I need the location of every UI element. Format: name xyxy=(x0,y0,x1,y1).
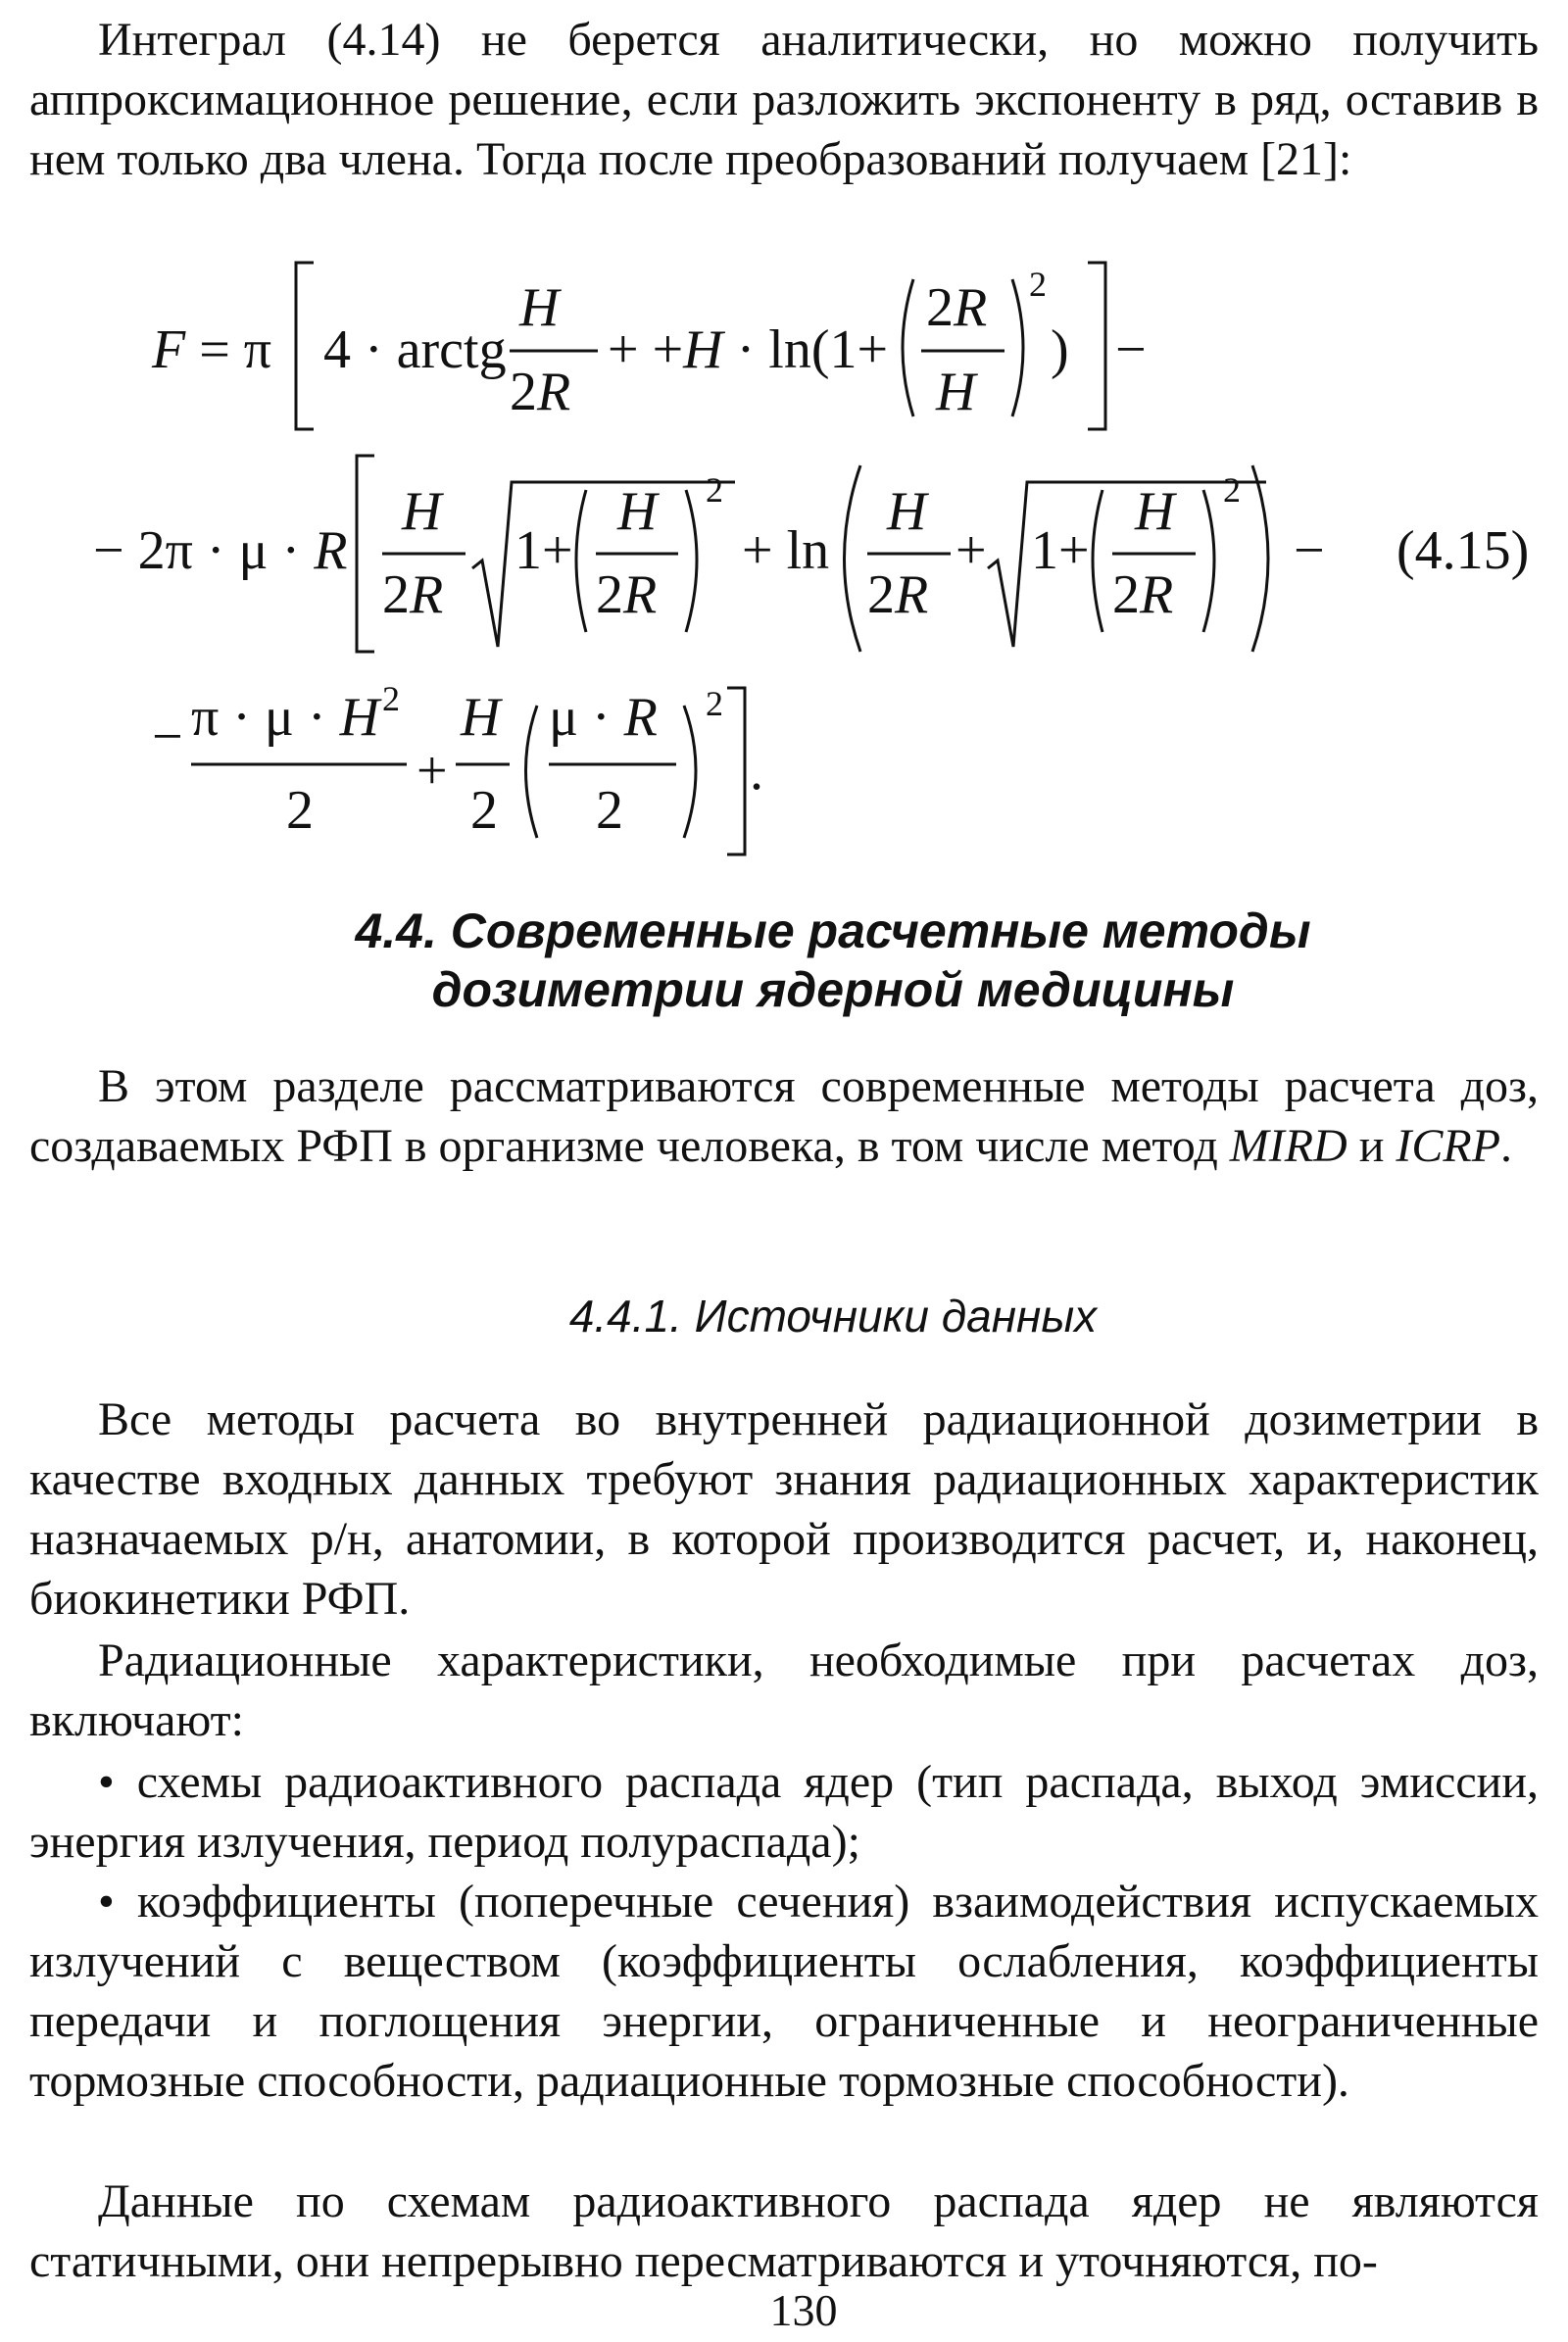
svg-text:F = π: F = π xyxy=(152,319,272,380)
svg-text:2: 2 xyxy=(706,684,723,723)
section-title-line-1: 4.4. Современные расчетные методы xyxy=(355,903,1311,958)
svg-text:4 · arctg: 4 · arctg xyxy=(323,319,507,380)
svg-text:): ) xyxy=(1051,319,1069,380)
svg-text:.: . xyxy=(750,741,763,802)
intro-paragraph xyxy=(29,10,1539,189)
equation-number: (4.15) xyxy=(1396,520,1530,581)
svg-text:2: 2 xyxy=(706,470,723,510)
svg-text:H: H xyxy=(887,481,927,542)
section-intro-end: . xyxy=(1500,1120,1513,1172)
section-intro-and: и xyxy=(1347,1120,1396,1172)
paragraph-1-text: Все методы расчета во внутренней радиационной дозиметрии в качестве входных данных требуют знания радиационных характеристик назначаемых р/н, анатомии, в которой производится расчет, и, наконец, биокинетики РФП. xyxy=(29,1393,1539,1625)
section-title xyxy=(29,902,1568,1019)
svg-text:π · μ · H: π · μ · H xyxy=(191,687,380,748)
page-number: 130 xyxy=(769,2285,838,2335)
svg-text:1+: 1+ xyxy=(514,520,573,581)
svg-text:H: H xyxy=(617,481,658,542)
svg-text:2R: 2R xyxy=(926,277,988,338)
mird-term: MIRD xyxy=(1229,1120,1348,1172)
bullet-item-2 xyxy=(29,1872,1539,2111)
svg-text:2: 2 xyxy=(382,679,400,718)
svg-text:2: 2 xyxy=(596,780,623,841)
svg-text:2R: 2R xyxy=(867,564,929,625)
section-intro-paragraph xyxy=(29,1056,1539,1176)
equation-line-2 xyxy=(93,456,1529,652)
section-intro-text: В этом разделе рассматриваются современные методы расчета доз, создаваемых РФП в организме человека, в том числе метод xyxy=(29,1060,1539,1172)
bullet-item-1 xyxy=(29,1752,1539,1872)
paragraph-3 xyxy=(29,2171,1539,2291)
svg-text:H: H xyxy=(402,481,442,542)
svg-text:2R: 2R xyxy=(596,564,658,625)
paragraph-2-text: Радиационные характеристики, необходимые при расчетах доз, включают: xyxy=(29,1635,1539,1746)
svg-text:H: H xyxy=(1135,481,1175,542)
equation-4-15 xyxy=(29,255,1539,882)
bullet-2-text: коэффициенты (поперечные сечения) взаимодействия испускаемых излучений с веществом (коэффициенты ослабления, коэффициенты передачи и поглощения энергии, ограниченные и неограниченные тормозные способности, радиационные тормозные способности). xyxy=(29,1876,1540,2107)
paragraph-1 xyxy=(29,1390,1539,1629)
equation-line-3 xyxy=(152,679,763,854)
svg-text:2R: 2R xyxy=(1112,564,1174,625)
paragraph-2 xyxy=(29,1631,1539,1750)
intro-paragraph-text: Интеграл (4.14) не берется аналитически, но можно получить аппроксимационное решение, если разложить экспоненту в ряд, оставив в нем только два члена. Тогда после преобразований получаем [21]: xyxy=(29,14,1539,185)
svg-text:H: H xyxy=(519,277,560,338)
svg-text:μ · R: μ · R xyxy=(549,687,658,748)
svg-text:+: + xyxy=(956,520,987,581)
equation-line-1 xyxy=(151,263,1147,429)
svg-text:H: H xyxy=(936,362,976,422)
svg-text:H: H xyxy=(461,687,501,748)
icrp-term: ICRP xyxy=(1396,1120,1501,1172)
document-page xyxy=(29,0,1539,2342)
svg-text:2: 2 xyxy=(286,780,314,841)
paragraph-3-text: Данные по схемам радиоактивного распада ядер не являются статичными, они непрерывно пересматриваются и уточняются, по- xyxy=(29,2175,1539,2287)
svg-text:−: − xyxy=(1294,520,1325,581)
svg-text:2R: 2R xyxy=(510,362,571,422)
svg-text:2: 2 xyxy=(470,780,498,841)
svg-text:2: 2 xyxy=(1029,265,1047,304)
bullet-icon: • xyxy=(98,1876,115,1927)
svg-text:2: 2 xyxy=(1223,470,1241,510)
subsection-title: 4.4.1. Источники данных xyxy=(568,1291,1098,1342)
section-title-line-2: дозиметрии ядерной медицины xyxy=(431,962,1235,1017)
svg-text:+: + xyxy=(416,741,448,802)
bullet-icon: • xyxy=(98,1756,115,1808)
svg-text:+ +H · ln(1+: + +H · ln(1+ xyxy=(608,319,889,380)
svg-text:2R: 2R xyxy=(382,564,444,625)
svg-text:− 2π · μ · R: − 2π · μ · R xyxy=(93,520,348,581)
equation-svg xyxy=(29,255,1539,882)
bullet-1-text: схемы радиоактивного распада ядер (тип распада, выход эмиссии, энергия излучения, период полураспада); xyxy=(29,1756,1540,1868)
svg-text:−: − xyxy=(152,707,183,767)
svg-text:−: − xyxy=(1115,319,1147,380)
svg-text:+ ln: + ln xyxy=(742,520,830,581)
svg-text:1+: 1+ xyxy=(1031,520,1090,581)
